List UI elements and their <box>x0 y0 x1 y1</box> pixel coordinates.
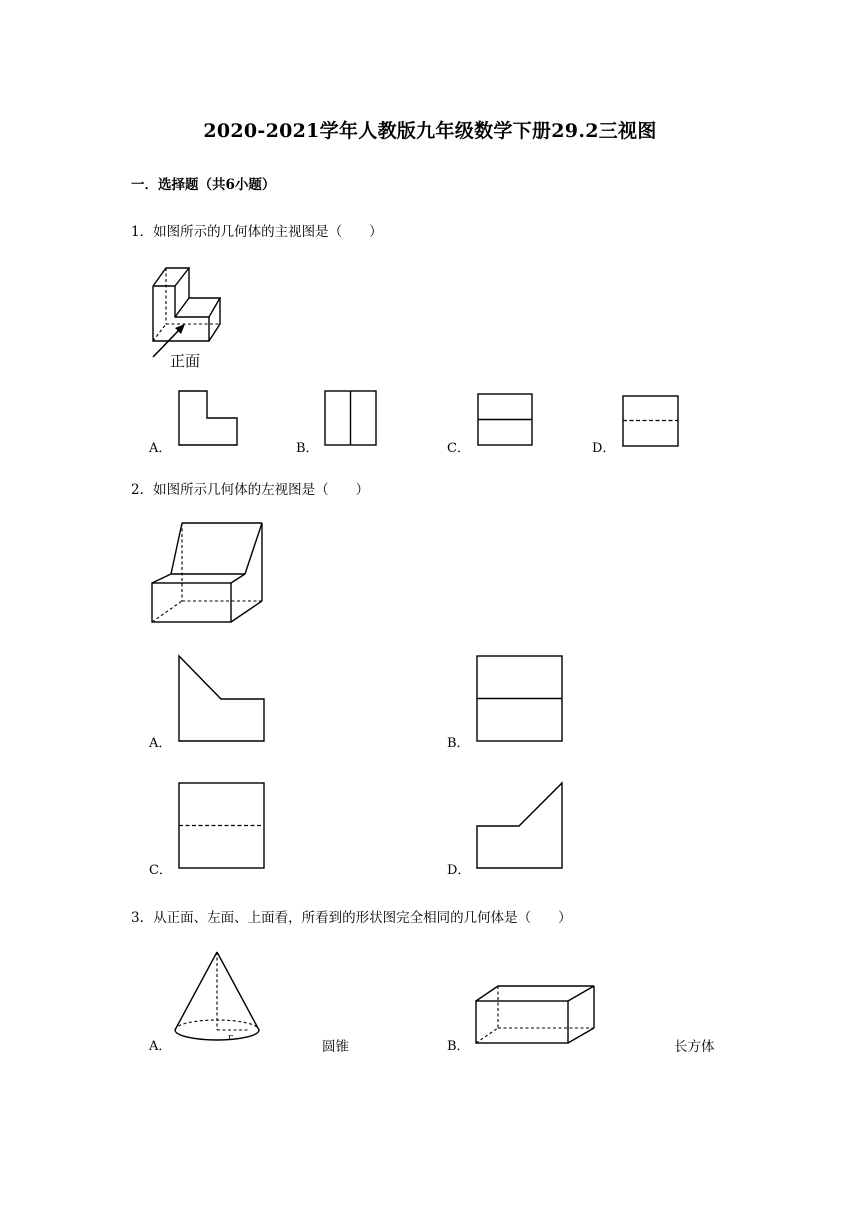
q1-option-b-figure[interactable] <box>324 390 378 448</box>
q3-option-b-label[interactable]: B． <box>447 1039 470 1054</box>
front-view-label: 正面 <box>170 352 201 370</box>
q2-option-d-label[interactable]: D． <box>447 863 471 878</box>
question-3-stem: 3．从正面、左面、上面看，所看到的形状图完全相同的几何体是（ ） <box>131 910 572 926</box>
question-1-stem: 1．如图所示的几何体的主视图是（ ） <box>131 224 383 240</box>
q1-option-d-figure[interactable] <box>622 395 680 448</box>
q3-option-b-caption: 长方体 <box>674 1039 715 1055</box>
q2-option-d-figure[interactable] <box>476 782 566 872</box>
section-heading: 一．选择题（共6小题） <box>131 177 276 193</box>
q2-option-c-figure[interactable] <box>178 782 268 872</box>
q2-option-b-figure[interactable] <box>476 655 566 745</box>
q3-option-a-label[interactable]: A． <box>149 1039 172 1054</box>
q2-option-a-figure[interactable] <box>178 655 268 745</box>
question-2-figure <box>150 519 268 627</box>
q1-option-a-figure[interactable] <box>178 390 240 448</box>
q1-option-c-label[interactable]: C． <box>447 441 470 456</box>
q2-option-b-label[interactable]: B． <box>447 736 470 751</box>
q1-option-b-label[interactable]: B． <box>296 441 319 456</box>
q1-option-c-figure[interactable] <box>477 393 535 448</box>
q2-option-a-label[interactable]: A． <box>149 736 172 751</box>
q1-option-d-label[interactable]: D． <box>592 441 616 456</box>
question-2-stem: 2．如图所示几何体的左视图是（ ） <box>131 482 370 498</box>
q3-option-a-caption: 圆锥 <box>322 1039 349 1055</box>
q3-option-b-figure[interactable] <box>474 984 600 1046</box>
q1-option-a-label[interactable]: A． <box>149 441 172 456</box>
cone-radius-label: r <box>228 1033 233 1043</box>
question-1-figure <box>145 262 245 372</box>
q2-option-c-label[interactable]: C． <box>149 863 172 878</box>
page-title: 2020-2021学年人教版九年级数学下册29.2三视图 <box>203 120 657 142</box>
q3-option-a-figure[interactable] <box>172 950 264 1050</box>
